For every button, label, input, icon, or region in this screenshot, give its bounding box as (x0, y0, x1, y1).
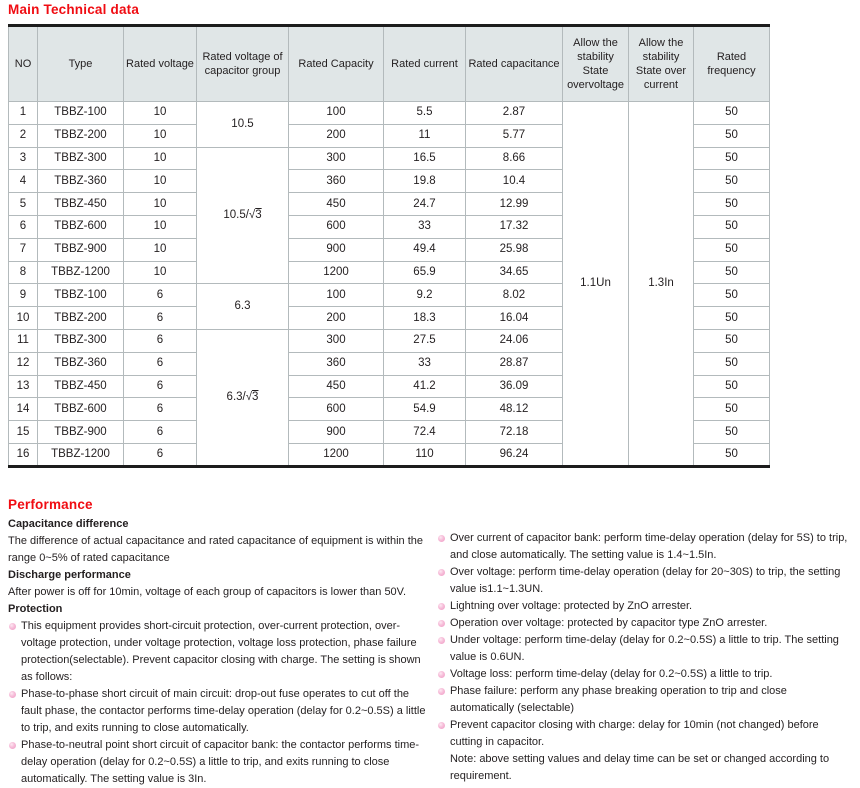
list-item (437, 717, 852, 751)
cell-type: TBBZ-200 (38, 124, 124, 147)
cell-no: 4 (9, 170, 38, 193)
protection-bullet-list (8, 618, 428, 788)
cell-rated-capacitance: 16.04 (466, 307, 563, 330)
cell-rated-frequency: 50 (694, 375, 770, 398)
cell-rated-capacity: 900 (289, 238, 384, 261)
cell-rated-capacity: 300 (289, 329, 384, 352)
col-header-capacity: Rated Capacity (289, 26, 384, 102)
cell-type: TBBZ-200 (38, 307, 124, 330)
cell-rated-capacitance: 10.4 (466, 170, 563, 193)
performance-right-column (437, 516, 852, 788)
list-item (437, 598, 852, 615)
sqrt-sign: √ (245, 390, 253, 403)
cell-rated-capacitance: 36.09 (466, 375, 563, 398)
table-body (9, 102, 770, 467)
cell-no: 10 (9, 307, 38, 330)
cell-rated-frequency: 50 (694, 398, 770, 421)
cell-rated-capacitance: 28.87 (466, 352, 563, 375)
bullet-icon (438, 637, 445, 644)
cell-capacitor-group-voltage: 10.5 (197, 102, 289, 148)
technical-data-table (8, 24, 770, 468)
cell-no: 15 (9, 421, 38, 444)
cell-rated-frequency: 50 (694, 238, 770, 261)
cell-rated-current: 27.5 (384, 329, 466, 352)
capacitance-difference-body: The difference of actual capacitance and rated capacitance of equipment is within the range 0~5% of rated capacitance (8, 534, 424, 564)
cell-rated-frequency: 50 (694, 284, 770, 307)
cell-rated-current: 110 (384, 443, 466, 466)
cell-no: 3 (9, 147, 38, 170)
cell-rated-current: 33 (384, 352, 466, 375)
cell-rated-frequency: 50 (694, 443, 770, 466)
cell-allow-overvoltage: 1.1Un (563, 102, 629, 467)
cell-no: 6 (9, 215, 38, 238)
cell-type: TBBZ-600 (38, 398, 124, 421)
cell-no: 7 (9, 238, 38, 261)
col-header-capacitance: Rated capacitance (466, 26, 563, 102)
cell-no: 9 (9, 284, 38, 307)
cell-rated-voltage: 10 (124, 215, 197, 238)
cell-type: TBBZ-100 (38, 284, 124, 307)
cell-rated-current: 16.5 (384, 147, 466, 170)
col-header-current: Rated current (384, 26, 466, 102)
cell-no: 12 (9, 352, 38, 375)
cell-no: 11 (9, 329, 38, 352)
cell-rated-capacitance: 8.02 (466, 284, 563, 307)
cell-rated-current: 41.2 (384, 375, 466, 398)
list-item (8, 737, 428, 788)
cell-rated-voltage: 6 (124, 352, 197, 375)
cell-rated-capacitance: 12.99 (466, 193, 563, 216)
cell-rated-capacity: 600 (289, 215, 384, 238)
bullet-text: Phase-to-phase short circuit of main circuit: drop-out fuse operates to cut off the fault phase, the contactor performs time-delay operation (delay for 0.2~0.5S) a little to trip, and exits running to close automatically. (21, 687, 426, 734)
cell-rated-frequency: 50 (694, 215, 770, 238)
bullet-text: Voltage loss: perform time-delay (delay for 0.2~0.5S) a little to trip. (449, 667, 773, 680)
cell-rated-frequency: 50 (694, 193, 770, 216)
cell-rated-capacity: 1200 (289, 261, 384, 284)
bullet-icon (438, 620, 445, 627)
cell-allow-overcurrent: 1.3In (629, 102, 694, 467)
sqrt-sign: √ (248, 208, 256, 221)
cell-rated-voltage: 10 (124, 238, 197, 261)
cell-rated-capacitance: 34.65 (466, 261, 563, 284)
cell-rated-capacity: 200 (289, 307, 384, 330)
cell-rated-capacity: 360 (289, 352, 384, 375)
bullet-icon (438, 722, 445, 729)
cell-rated-current: 65.9 (384, 261, 466, 284)
cell-capacitor-group-voltage: 6.3/√3 (197, 329, 289, 466)
cell-rated-voltage: 10 (124, 147, 197, 170)
cell-rated-voltage: 6 (124, 398, 197, 421)
bullet-text: Over current of capacitor bank: perform time-delay operation (delay for 5S) to trip, and close automatically. The setting value is 1.4~1.5In. (449, 531, 848, 561)
table-row (9, 102, 770, 125)
header-row (9, 26, 770, 102)
cell-type: TBBZ-450 (38, 193, 124, 216)
cell-rated-capacity: 200 (289, 124, 384, 147)
col-header-overcurrent: Allow the stability State over current (629, 26, 694, 102)
col-header-rated-voltage: Rated voltage (124, 26, 197, 102)
cell-type: TBBZ-600 (38, 215, 124, 238)
cell-rated-capacity: 1200 (289, 443, 384, 466)
performance-title: Performance (8, 496, 93, 512)
cell-no: 14 (9, 398, 38, 421)
cell-rated-capacitance: 8.66 (466, 147, 563, 170)
cell-rated-current: 19.8 (384, 170, 466, 193)
bullet-text: Operation over voltage: protected by capacitor type ZnO arrester. (449, 616, 768, 629)
cell-rated-capacitance: 5.77 (466, 124, 563, 147)
cell-rated-frequency: 50 (694, 147, 770, 170)
discharge-performance-heading: Discharge performance (8, 568, 131, 581)
cell-rated-frequency: 50 (694, 307, 770, 330)
cell-rated-current: 9.2 (384, 284, 466, 307)
bullet-text: Over voltage: perform time-delay operation (delay for 20~30S) to trip, the setting value is1.1~1.3UN. (449, 565, 841, 595)
cell-rated-voltage: 6 (124, 284, 197, 307)
cell-rated-frequency: 50 (694, 170, 770, 193)
cell-rated-voltage: 10 (124, 102, 197, 125)
cell-rated-voltage: 6 (124, 329, 197, 352)
bullet-icon (438, 671, 445, 678)
performance-left-column (8, 516, 428, 788)
cell-rated-voltage: 10 (124, 124, 197, 147)
list-item (8, 686, 428, 737)
list-item (8, 618, 428, 686)
cell-type: TBBZ-1200 (38, 261, 124, 284)
cell-type: TBBZ-900 (38, 421, 124, 444)
bullet-icon (438, 603, 445, 610)
protection-bullet-list-right (437, 530, 852, 751)
cell-rated-current: 33 (384, 215, 466, 238)
bullet-text: Phase-to-neutral point short circuit of capacitor bank: the contactor performs time-delay operation (delay for 0.2~0.5S) a little to trip, and exits running to close automatically. The setting value is 3In. (21, 738, 420, 785)
cell-capacitor-group-voltage: 6.3 (197, 284, 289, 330)
bullet-text: Lightning over voltage: protected by ZnO arrester. (449, 599, 693, 612)
page-title: Main Technical data (8, 2, 140, 17)
capacitance-difference-heading: Capacitance difference (8, 517, 129, 530)
bullet-text: Prevent capacitor closing with charge: delay for 10min (not changed) before cutting in capacitor. (449, 718, 819, 748)
cell-rated-frequency: 50 (694, 329, 770, 352)
cell-rated-current: 11 (384, 124, 466, 147)
bullet-icon (9, 691, 16, 698)
cell-type: TBBZ-360 (38, 170, 124, 193)
cell-rated-voltage: 6 (124, 375, 197, 398)
bullet-text: Under voltage: perform time-delay (delay for 0.2~0.5S) a little to trip. The setting value is 0.6UN. (449, 633, 839, 663)
cell-rated-frequency: 50 (694, 352, 770, 375)
cell-no: 1 (9, 102, 38, 125)
protection-heading: Protection (8, 602, 63, 615)
cell-capacitor-group-voltage: 10.5/√3 (197, 147, 289, 284)
cell-rated-capacitance: 17.32 (466, 215, 563, 238)
bullet-icon (9, 742, 16, 749)
cell-rated-current: 5.5 (384, 102, 466, 125)
performance-columns (8, 516, 852, 788)
cell-type: TBBZ-1200 (38, 443, 124, 466)
list-item (437, 530, 852, 564)
cell-rated-voltage: 10 (124, 261, 197, 284)
bullet-icon (438, 569, 445, 576)
cell-rated-frequency: 50 (694, 124, 770, 147)
cell-rated-frequency: 50 (694, 421, 770, 444)
cell-no: 5 (9, 193, 38, 216)
cell-rated-voltage: 6 (124, 421, 197, 444)
discharge-performance-body: After power is off for 10min, voltage of each group of capacitors is lower than 50V. (8, 585, 407, 598)
cell-rated-current: 54.9 (384, 398, 466, 421)
list-item (437, 564, 852, 598)
cell-rated-frequency: 50 (694, 261, 770, 284)
cell-rated-frequency: 50 (694, 102, 770, 125)
cell-rated-capacitance: 72.18 (466, 421, 563, 444)
performance-section (8, 497, 852, 788)
cell-rated-capacitance: 96.24 (466, 443, 563, 466)
cell-rated-current: 49.4 (384, 238, 466, 261)
list-item (437, 632, 852, 666)
bullet-text: Phase failure: perform any phase breaking operation to trip and close automatically (selectable) (449, 684, 787, 714)
cell-rated-voltage: 10 (124, 170, 197, 193)
cell-type: TBBZ-300 (38, 329, 124, 352)
cell-rated-current: 72.4 (384, 421, 466, 444)
cell-no: 13 (9, 375, 38, 398)
cell-type: TBBZ-450 (38, 375, 124, 398)
cell-rated-current: 24.7 (384, 193, 466, 216)
cell-type: TBBZ-360 (38, 352, 124, 375)
cell-rated-capacitance: 48.12 (466, 398, 563, 421)
bullet-text: This equipment provides short-circuit protection, over-current protection, over-voltage protection, under voltage protection, voltage loss protection, phase failure protection(selectable). Prevent capacitor closing with charge. The setting is shown as follows: (21, 619, 421, 683)
cell-type: TBBZ-300 (38, 147, 124, 170)
cell-rated-voltage: 6 (124, 443, 197, 466)
cell-no: 16 (9, 443, 38, 466)
cell-type: TBBZ-900 (38, 238, 124, 261)
col-header-group-voltage: Rated voltage of capacitor group (197, 26, 289, 102)
bullet-icon (9, 623, 16, 630)
cell-rated-voltage: 10 (124, 193, 197, 216)
cell-no: 2 (9, 124, 38, 147)
setting-note: Note: above setting values and delay time can be set or changed according to requirement. (449, 752, 830, 782)
list-item (437, 666, 852, 683)
cell-rated-capacitance: 2.87 (466, 102, 563, 125)
cell-rated-voltage: 6 (124, 307, 197, 330)
col-header-no: NO (9, 26, 38, 102)
bullet-icon (438, 688, 445, 695)
cell-rated-capacity: 900 (289, 421, 384, 444)
col-header-type: Type (38, 26, 124, 102)
cell-rated-current: 18.3 (384, 307, 466, 330)
col-header-frequency: Rated frequency (694, 26, 770, 102)
list-item (437, 683, 852, 717)
cell-rated-capacitance: 24.06 (466, 329, 563, 352)
cell-type: TBBZ-100 (38, 102, 124, 125)
list-item (437, 615, 852, 632)
cell-rated-capacitance: 25.98 (466, 238, 563, 261)
table-header (9, 26, 770, 102)
cell-rated-capacity: 600 (289, 398, 384, 421)
cell-rated-capacity: 300 (289, 147, 384, 170)
bullet-icon (438, 535, 445, 542)
cell-rated-capacity: 450 (289, 375, 384, 398)
cell-rated-capacity: 100 (289, 102, 384, 125)
cell-rated-capacity: 450 (289, 193, 384, 216)
cell-rated-capacity: 360 (289, 170, 384, 193)
col-header-overvoltage: Allow the stability State overvoltage (563, 26, 629, 102)
cell-no: 8 (9, 261, 38, 284)
cell-rated-capacity: 100 (289, 284, 384, 307)
